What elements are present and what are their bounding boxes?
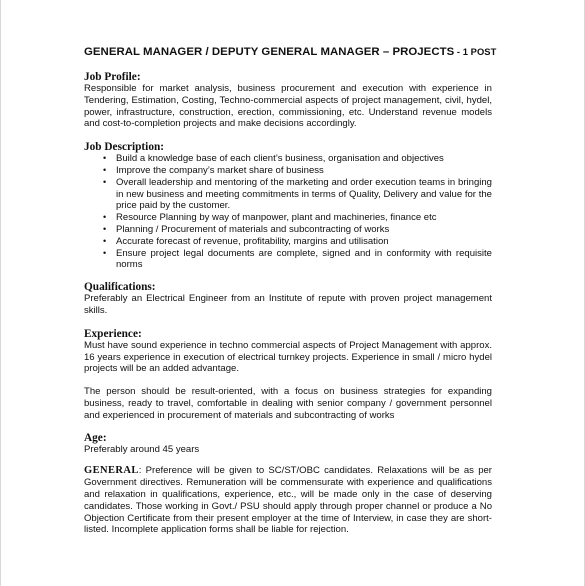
job-description-list — [84, 153, 492, 271]
list-item-text: Improve the company’s market share of business — [116, 164, 324, 176]
job-profile-section — [84, 71, 492, 130]
list-item-text: Build a knowledge base of each client’s business, organisation and objectives — [116, 153, 444, 165]
bullet-icon: • — [103, 247, 107, 258]
title-main: GENERAL MANAGER / DEPUTY GENERAL MANAGER – PROJECTS — [84, 46, 455, 58]
page-title — [84, 44, 497, 60]
bullet-icon: • — [103, 153, 107, 164]
list-item-text: Accurate forecast of revenue, profitability, margins and utilisation — [116, 235, 389, 247]
list-item — [84, 236, 492, 248]
bullet-icon: • — [103, 235, 107, 246]
title-suffix: - 1 POST — [454, 46, 497, 57]
bullet-icon: • — [103, 223, 107, 234]
experience-heading: Experience: — [84, 327, 142, 340]
general-text: : Preference will be given to SC/ST/OBC candidates. Relaxations will be as per Government directives. Remuneration will be commensurate with experience and qualifications and relaxation in qualifications, experience, etc., will be made only in the case of deserving candidates. Those working in Govt./ PSU should apply through proper channel or produce a No Objection Certificate from their present employer at the time of Interview, in case they are short-listed. Incomplete application forms shall be liable for rejection. — [84, 465, 492, 536]
list-item — [84, 224, 492, 236]
age-heading: Age: — [84, 431, 107, 444]
qualifications-text: Preferably an Electrical Engineer from an Institute of repute with proven project management skills. — [84, 293, 492, 316]
list-item — [84, 212, 492, 224]
document-content — [84, 44, 497, 536]
list-item — [84, 177, 492, 212]
list-item — [84, 153, 492, 165]
job-description-section — [84, 141, 492, 271]
bullet-icon: • — [103, 164, 107, 175]
job-description-heading: Job Description: — [84, 141, 165, 154]
job-profile-heading: Job Profile: — [84, 71, 141, 83]
list-item-text: Planning / Procurement of materials and subcontracting of works — [116, 223, 390, 235]
bullet-icon: • — [103, 212, 107, 223]
list-item-text: Overall leadership and mentoring of the marketing and order execution teams in bringing in new business and meeting commitments in terms of Quality, Delivery and value for the price paid by the customer. — [116, 176, 492, 212]
experience-text-1: Must have sound experience in techno commercial aspects of Project Management with approx. 16 years experience in execution of electrical turnkey projects. Experience in small / micro hydel projects will be an added advantage. — [84, 339, 492, 375]
general-label: GENERAL — [84, 465, 139, 477]
age-text: Preferably around 45 years — [84, 443, 200, 455]
qualifications-section — [84, 281, 492, 317]
job-profile-text: Responsible for market analysis, business procurement and execution with experience in Tendering, Estimation, Costing, Techno-commercial aspects of project management, civil, hydel, power, infrastructure, construction, erection, commissioning, etc. Understand revenue models and cost-to-completion projects and make decisions accordingly. — [84, 83, 492, 130]
bullet-icon: • — [103, 176, 107, 187]
experience-text-2: The person should be result-oriented, with a focus on business strategies for expanding business, ready to travel, comfortable in dealing with senior company / government personnel and experienced in procurement of materials and subcontracting of works — [84, 386, 492, 421]
general-paragraph — [84, 465, 492, 536]
qualifications-heading: Qualifications: — [84, 281, 156, 294]
list-item-text: Ensure project legal documents are complete, signed and in conformity with requisite norms — [116, 247, 492, 271]
general-section — [84, 465, 492, 536]
list-item — [84, 248, 492, 272]
list-item — [84, 165, 492, 177]
age-section — [84, 432, 492, 456]
experience-section — [84, 328, 492, 422]
list-item-text: Resource Planning by way of manpower, plant and machineries, finance etc — [116, 212, 437, 224]
